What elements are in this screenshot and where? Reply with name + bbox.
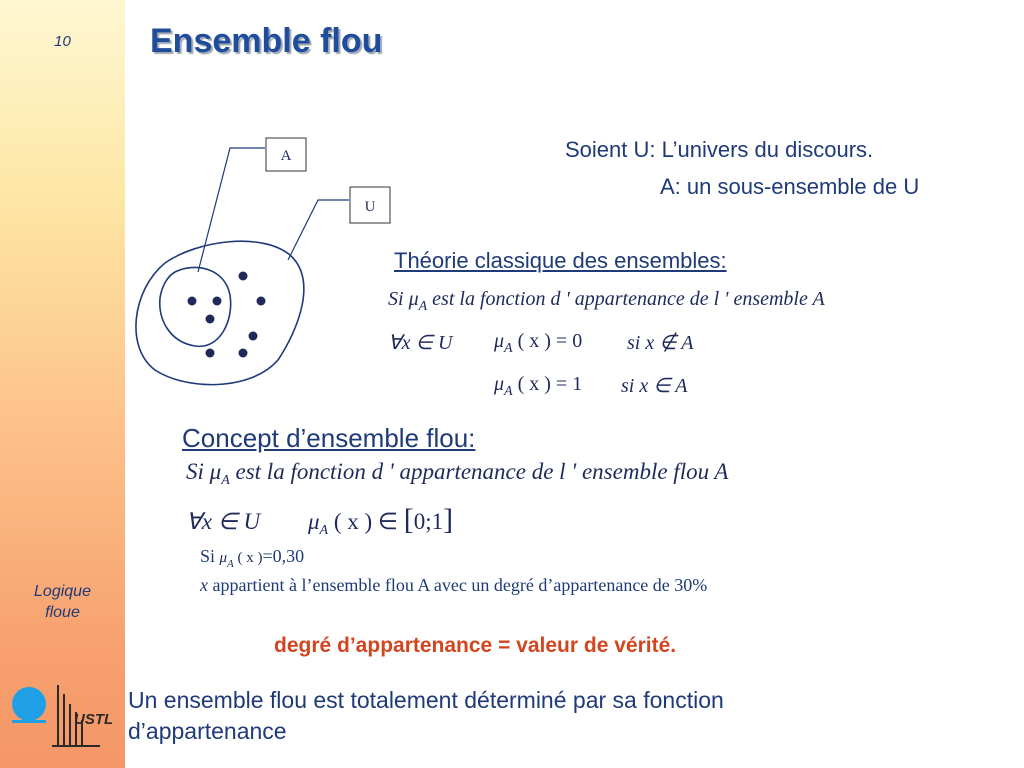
classic-eq1 bbox=[494, 373, 582, 400]
fuzzy-forall: ∀x ∈ U bbox=[186, 509, 261, 534]
classic-eq0 bbox=[494, 330, 582, 357]
mu-subscript: A bbox=[319, 523, 329, 538]
example-mu bbox=[219, 550, 263, 570]
example-x: x bbox=[200, 575, 208, 595]
classic-cond0: si x ∉ A bbox=[627, 332, 694, 354]
slide-number: 10 bbox=[54, 33, 71, 50]
footer-title-line2: floue bbox=[45, 604, 80, 621]
fuzzy-equation bbox=[308, 503, 453, 539]
classic-eq1-value: ( x ) = 1 bbox=[517, 373, 583, 395]
element-point bbox=[239, 272, 248, 281]
example-text: appartient à l’ensemble flou A avec un degré d’appartenance de 30% bbox=[212, 575, 708, 595]
classic-definition bbox=[388, 288, 825, 315]
fuzzy-example bbox=[200, 546, 304, 570]
intro-line1: Soient U: L’univers du discours. bbox=[565, 137, 874, 162]
mu-symbol: μ bbox=[408, 288, 419, 310]
conclusion-line2: d’appartenance bbox=[128, 718, 287, 744]
mu-subscript: A bbox=[504, 384, 513, 399]
fuzzy-eq-paren: ( x ) ∈ bbox=[333, 509, 398, 534]
example-value: =0,30 bbox=[262, 546, 305, 566]
mu-symbol: μ bbox=[494, 330, 505, 352]
interval-close-bracket: ] bbox=[443, 503, 454, 536]
mu-subscript: A bbox=[227, 558, 234, 570]
classic-def-text: est la fonction d ' appartenance de l ' ensemble A bbox=[432, 288, 825, 310]
example-paren: ( x ) bbox=[237, 550, 263, 566]
element-point bbox=[206, 349, 215, 358]
label-u: U bbox=[364, 199, 376, 215]
classic-cond1: si x ∈ A bbox=[621, 375, 688, 397]
subset-a-outline bbox=[160, 267, 231, 346]
truth-degree-statement: degré d’appartenance = valeur de vérité. bbox=[274, 634, 677, 657]
mu-symbol: μ bbox=[209, 459, 222, 484]
fuzzy-def-si: Si bbox=[186, 459, 204, 484]
mu-subscript: A bbox=[221, 473, 230, 488]
conclusion bbox=[128, 685, 724, 747]
fuzzy-example-explanation bbox=[200, 575, 707, 596]
element-point bbox=[239, 349, 248, 358]
mu-subscript: A bbox=[418, 299, 428, 314]
classic-eq0-value: ( x ) = 0 bbox=[517, 330, 583, 352]
example-si: Si bbox=[200, 546, 216, 566]
element-point bbox=[188, 297, 197, 306]
interval-open-bracket: [ bbox=[403, 503, 414, 536]
classic-def-si: Si bbox=[388, 288, 404, 310]
element-point bbox=[206, 315, 215, 324]
fuzzy-definition bbox=[186, 459, 728, 489]
mu-subscript: A bbox=[504, 341, 513, 356]
conclusion-line1: Un ensemble flou est totalement déterminé par sa fonction bbox=[128, 687, 724, 713]
mu-symbol: μ bbox=[219, 550, 228, 566]
mu-symbol: μ bbox=[308, 509, 320, 534]
mu-symbol: μ bbox=[494, 373, 505, 395]
page-title: Ensemble flou bbox=[150, 22, 383, 60]
leader-u bbox=[288, 200, 349, 260]
element-point bbox=[213, 297, 222, 306]
element-point bbox=[257, 297, 266, 306]
label-a: A bbox=[280, 148, 292, 164]
interval-value: 0;1 bbox=[413, 509, 444, 534]
classic-forall: ∀x ∈ U bbox=[388, 332, 453, 354]
classic-heading: Théorie classique des ensembles: bbox=[394, 248, 727, 273]
logo-text: USTL bbox=[74, 711, 114, 728]
fuzzy-def-text: est la fonction d ' appartenance de l ' ensemble flou A bbox=[235, 459, 729, 484]
intro-line2: A: un sous-ensemble de U bbox=[660, 174, 920, 199]
element-point bbox=[249, 332, 258, 341]
leader-a bbox=[198, 148, 265, 272]
fuzzy-heading: Concept d’ensemble flou: bbox=[182, 423, 476, 453]
footer-title-line1: Logique bbox=[34, 583, 91, 600]
